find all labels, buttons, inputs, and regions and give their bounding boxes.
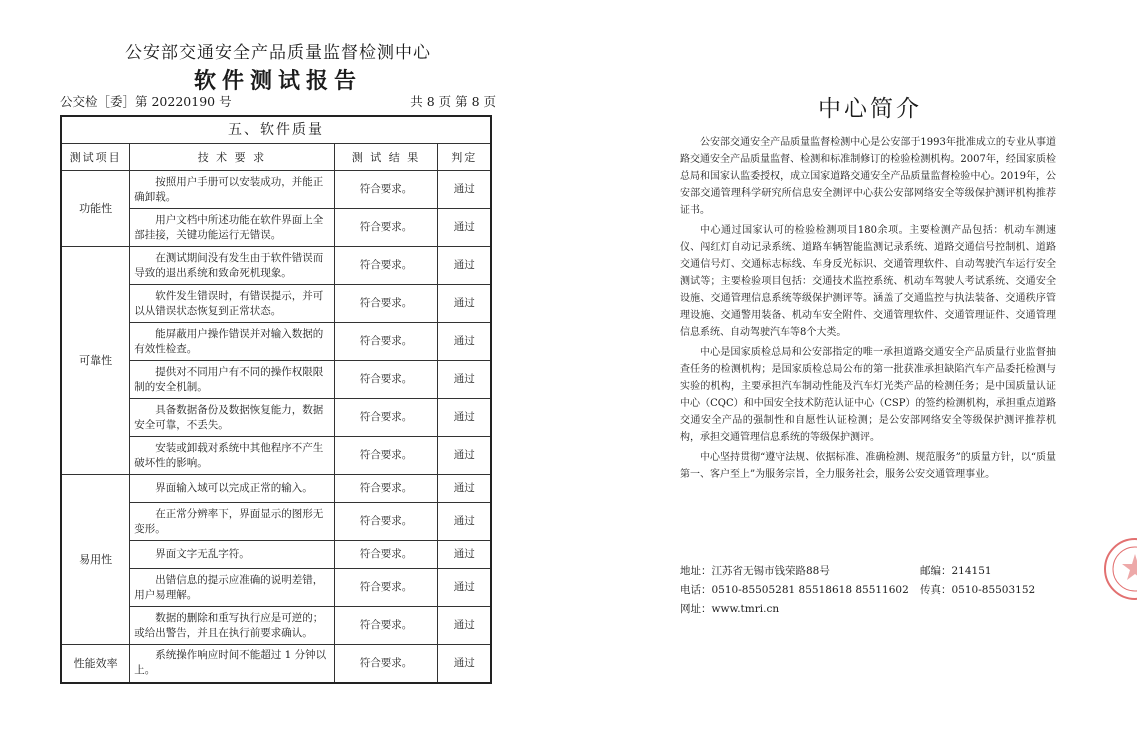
requirement-cell: 系统操作响应时间不能超过 1 分钟以上。	[130, 645, 334, 683]
table-row	[61, 247, 491, 285]
report-meta	[60, 92, 496, 110]
requirement-cell: 按照用户手册可以安装成功，并能正确卸载。	[130, 171, 334, 209]
result-cell: 符合要求。	[334, 541, 438, 569]
introduction-page	[600, 0, 1137, 756]
contact-info	[680, 562, 1080, 619]
result-cell: 符合要求。	[334, 475, 438, 503]
column-header: 测试项目	[61, 144, 130, 171]
category-cell: 性能效率	[61, 645, 130, 683]
requirement-cell: 安装或卸载对系统中其他程序不产生破坏性的影响。	[130, 437, 334, 475]
verdict-cell: 通过	[438, 541, 491, 569]
category-cell: 功能性	[61, 171, 130, 247]
verdict-cell: 通过	[438, 569, 491, 607]
verdict-cell: 通过	[438, 171, 491, 209]
verdict-cell: 通过	[438, 503, 491, 541]
result-cell: 符合要求。	[334, 645, 438, 683]
verdict-cell: 通过	[438, 399, 491, 437]
paragraph: 中心坚持贯彻“遵守法规、依据标准、准确检测、规范服务”的质量方针，以“质量第一、客户至上”为服务宗旨，全力服务社会，服务公安交通管理事业。	[680, 452, 1056, 480]
organization-name: 公安部交通安全产品质量监督检测中心	[125, 43, 431, 63]
verdict-cell: 通过	[438, 437, 491, 475]
verdict-cell: 通过	[438, 323, 491, 361]
software-quality-table	[60, 115, 492, 684]
verdict-cell: 通过	[438, 361, 491, 399]
verdict-cell: 通过	[438, 645, 491, 683]
verdict-cell: 通过	[438, 285, 491, 323]
section-title: 五、软件质量	[61, 116, 491, 144]
table-row	[61, 171, 491, 209]
requirement-cell: 软件发生错误时，有错误提示，并可以从错误状态恢复到正常状态。	[130, 285, 334, 323]
seal-stamp-icon	[1104, 538, 1137, 600]
verdict-cell: 通过	[438, 607, 491, 645]
paragraph: 中心通过国家认可的检验检测项目180余项。主要检测产品包括：机动车测速仪、闯红灯自动记录系统、道路车辆智能监测记录系统、道路交通信号控制机、道路交通信号灯、交通标志标线、车身反光标识、交通管理软件、自动驾驶汽车运行安全测试等；主要检验项目包括：交通技术监控系统、机动车驾驶人考试系统、交通安全设施、交通管理信息系统等级保护测评等。涵盖了交通监控与执法装备、交通秩序管理设施、交通警用装备、机动车安全附件、交通管理软件、交通管理证件、交通管理信息系统、自动驾驶汽车等8个大类。	[680, 225, 1056, 338]
requirement-cell: 提供对不同用户有不同的操作权限限制的安全机制。	[130, 361, 334, 399]
category-cell: 可靠性	[61, 247, 130, 475]
report-page	[0, 0, 560, 756]
table-row	[61, 475, 491, 503]
postcode: 邮编：214151	[920, 565, 992, 577]
introduction-title: 中心简介	[818, 96, 922, 122]
document-number: 公交检［委］第 20220190 号	[60, 94, 232, 109]
requirement-cell: 在正常分辨率下，界面显示的图形无变形。	[130, 503, 334, 541]
result-cell: 符合要求。	[334, 569, 438, 607]
result-cell: 符合要求。	[334, 503, 438, 541]
fax: 传真：0510-85503152	[920, 584, 1036, 596]
website: 网址：www.tmri.cn	[680, 603, 780, 615]
requirement-cell: 用户文档中所述功能在软件界面上全部挂接，关键功能运行无错误。	[130, 209, 334, 247]
verdict-cell: 通过	[438, 247, 491, 285]
result-cell: 符合要求。	[334, 437, 438, 475]
result-cell: 符合要求。	[334, 285, 438, 323]
address: 地址：江苏省无锡市钱荣路88号	[680, 565, 830, 577]
column-header: 技 术 要 求	[130, 144, 334, 171]
requirement-cell: 在测试期间没有发生由于软件错误而导致的退出系统和致命死机现象。	[130, 247, 334, 285]
column-header: 判定	[438, 144, 491, 171]
requirement-cell: 界面文字无乱字符。	[130, 541, 334, 569]
result-cell: 符合要求。	[334, 607, 438, 645]
report-title: 软件测试报告	[193, 68, 362, 94]
verdict-cell: 通过	[438, 475, 491, 503]
table-row	[61, 645, 491, 683]
result-cell: 符合要求。	[334, 247, 438, 285]
requirement-cell: 出错信息的提示应准确的说明差错，用户易理解。	[130, 569, 334, 607]
phone: 电话：0510-85505281 85518618 85511602	[680, 584, 909, 596]
paragraph: 中心是国家质检总局和公安部指定的唯一承担道路交通安全产品质量行业监督抽查任务的检测机构；是国家质检总局公布的第一批获准承担缺陷汽车产品委托检测与实验的机构，主要承担汽车制动性能及汽车灯光类产品的检测任务；是中国质量认证中心（CQC）和中国安全技术防范认证中心（CSP）的签约检测机构，承担重点道路交通安全产品的强制性和自愿性认证检测；是公安部网络安全等级保护测评推荐机构，承担交通管理信息系统的等级保护测评。	[680, 347, 1056, 443]
page-count: 共 8 页 第 8 页	[410, 94, 496, 109]
requirement-cell: 数据的删除和重写执行应是可逆的；或给出警告，并且在执行前要求确认。	[130, 607, 334, 645]
result-cell: 符合要求。	[334, 399, 438, 437]
result-cell: 符合要求。	[334, 171, 438, 209]
result-cell: 符合要求。	[334, 209, 438, 247]
paragraph: 公安部交通安全产品质量监督检测中心是公安部于1993年批准成立的专业从事道路交通安全产品质量监督、检测和标准制修订的检验检测机构。2007年，经国家质检总局和国家认监委授权，成立国家道路交通安全产品质量监督检验中心。2019年，公安部交通管理科学研究所信息安全测评中心获公安部网络安全等级保护测评机构推荐证书。	[680, 137, 1056, 216]
requirement-cell: 界面输入域可以完成正常的输入。	[130, 475, 334, 503]
result-cell: 符合要求。	[334, 361, 438, 399]
category-cell: 易用性	[61, 475, 130, 645]
result-cell: 符合要求。	[334, 323, 438, 361]
introduction-body	[680, 134, 1056, 486]
column-header: 测 试 结 果	[334, 144, 438, 171]
requirement-cell: 具备数据备份及数据恢复能力，数据安全可靠，不丢失。	[130, 399, 334, 437]
verdict-cell: 通过	[438, 209, 491, 247]
requirement-cell: 能屏蔽用户操作错误并对输入数据的有效性检查。	[130, 323, 334, 361]
